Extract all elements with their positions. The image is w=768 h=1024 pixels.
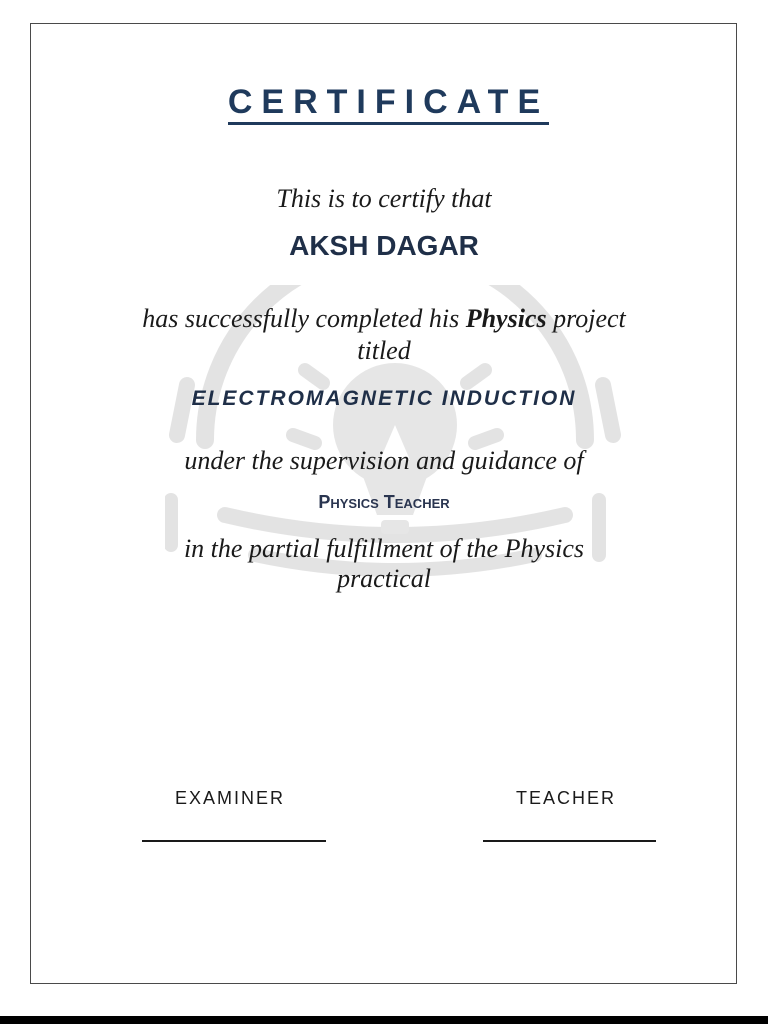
titled-line: titled [357,336,411,365]
subject-name: Physics [465,304,547,333]
teacher-signature-line [483,840,656,842]
teacher-name: Physics Teacher [318,492,450,512]
supervision-line: under the supervision and guidance of [184,446,584,475]
examiner-label: EXAMINER [175,788,286,808]
certificate-heading [0,82,768,125]
heading-text: CERTIFICATE [228,82,549,125]
completion-text-2: project [546,304,626,333]
examiner-signature-line [142,840,326,842]
teacher-label: TEACHER [516,788,617,808]
intro-line: This is to certify that [276,184,492,213]
completion-line [0,304,768,334]
bottom-edge [0,1016,768,1024]
project-title: ELECTROMAGNETIC INDUCTION [191,387,577,410]
student-name: AKSH DAGAR [289,230,479,261]
fulfillment-line-1: in the partial fulfillment of the Physics [183,534,585,563]
fulfillment-line-2: practical [337,564,431,593]
completion-text-1: has successfully completed his [142,304,466,333]
